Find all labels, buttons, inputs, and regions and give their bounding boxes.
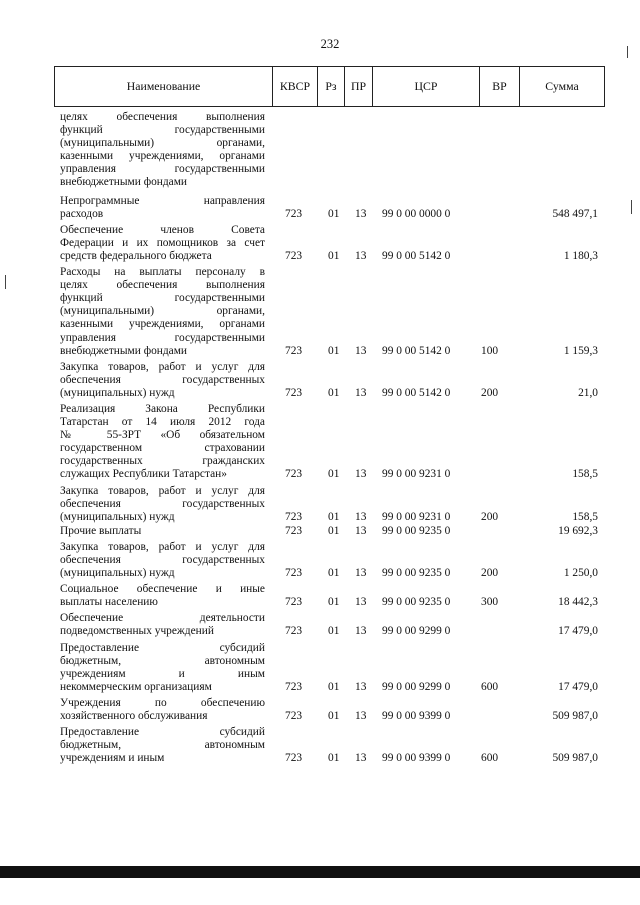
row-name-line: Непрограммные направления <box>60 194 265 207</box>
row-rz: 01 <box>328 710 340 723</box>
row-csr: 99 0 00 5142 0 <box>382 386 451 399</box>
row-kvsr: 723 <box>285 524 303 537</box>
row-name-line: государственном страховании <box>60 442 265 455</box>
header-vr: ВР <box>480 67 520 107</box>
row-kvsr: 723 <box>285 207 303 220</box>
row-sum: 158,5 <box>572 510 598 523</box>
row-vr: 200 <box>481 510 499 523</box>
row-pr: 13 <box>355 249 367 262</box>
scan-mark <box>5 275 6 289</box>
table-row <box>60 403 605 482</box>
row-kvsr: 723 <box>285 386 303 399</box>
row-csr: 99 0 00 9399 0 <box>382 752 451 765</box>
row-rz: 01 <box>328 207 340 220</box>
row-vr: 300 <box>481 596 499 609</box>
row-name-line: обеспечения государственных <box>60 373 265 386</box>
row-name-line: целях обеспечения выполнения <box>60 279 265 292</box>
row-kvsr: 723 <box>285 680 303 693</box>
scan-mark <box>627 46 628 58</box>
row-sum: 509 987,0 <box>552 752 598 765</box>
header-rz: Рз <box>318 67 345 107</box>
row-sum: 1 250,0 <box>563 567 598 580</box>
row-name-line: (муниципальными) органами, <box>60 305 265 318</box>
table-row <box>60 485 605 524</box>
table-row <box>60 525 605 538</box>
scan-bottom-bar <box>0 866 640 878</box>
row-rz: 01 <box>328 752 340 765</box>
row-csr: 99 0 00 9235 0 <box>382 596 451 609</box>
row-name-line: казенными учреждениями, органами <box>60 318 265 331</box>
row-name-line: средств федерального бюджета <box>60 249 212 262</box>
scan-mark <box>631 200 632 214</box>
row-pr: 13 <box>355 710 367 723</box>
row-csr: 99 0 00 0000 0 <box>382 207 451 220</box>
row-vr: 200 <box>481 386 499 399</box>
row-name-line: казенными учреждениями, органами <box>60 150 265 163</box>
row-sum: 18 442,3 <box>558 596 598 609</box>
row-name-line: подведомственных учреждений <box>60 625 214 638</box>
row-pr: 13 <box>355 567 367 580</box>
row-csr: 99 0 00 9235 0 <box>382 567 451 580</box>
row-name-line: выплаты населению <box>60 596 158 609</box>
row-name-line: учреждениям и иным <box>60 752 165 765</box>
table-row <box>60 224 605 263</box>
row-name-line: расходов <box>60 207 104 220</box>
row-rz: 01 <box>328 680 340 693</box>
row-kvsr: 723 <box>285 567 303 580</box>
row-name-line: целях обеспечения выполнения <box>60 111 265 123</box>
row-name-line: Учреждения по обеспечению <box>60 696 265 709</box>
row-name-line: (муниципальных) нужд <box>60 386 175 399</box>
row-name-line: Расходы на выплаты персоналу в <box>60 266 265 279</box>
row-csr: 99 0 00 9231 0 <box>382 510 451 523</box>
row-name-line: управления государственными <box>60 163 265 176</box>
header-sum: Сумма <box>520 67 605 107</box>
row-name-line: Обеспечение деятельности <box>60 612 265 625</box>
row-pr: 13 <box>355 524 367 537</box>
row-name-line: хозяйственного обслуживания <box>60 710 208 723</box>
row-name-line: государственных гражданских <box>60 455 265 468</box>
header-pr: ПР <box>345 67 373 107</box>
row-name-line: Закупка товаров, работ и услуг для <box>60 484 265 497</box>
row-name-line: обеспечения государственных <box>60 554 265 566</box>
row-sum: 548 497,1 <box>552 207 598 220</box>
row-sum: 509 987,0 <box>552 710 598 723</box>
row-pr: 13 <box>355 625 367 638</box>
row-sum: 17 479,0 <box>558 680 598 693</box>
row-pr: 13 <box>355 344 367 357</box>
row-kvsr: 723 <box>285 468 303 481</box>
row-pr: 13 <box>355 752 367 765</box>
row-pr: 13 <box>355 596 367 609</box>
row-sum: 19 692,3 <box>558 524 598 537</box>
row-csr: 99 0 00 9231 0 <box>382 468 451 481</box>
row-csr: 99 0 00 9235 0 <box>382 524 451 537</box>
row-pr: 13 <box>355 680 367 693</box>
row-kvsr: 723 <box>285 344 303 357</box>
row-rz: 01 <box>328 625 340 638</box>
row-name-line: бюджетным, автономным <box>60 739 265 752</box>
row-rz: 01 <box>328 249 340 262</box>
row-rz: 01 <box>328 510 340 523</box>
row-name-line: некоммерческим организациям <box>60 680 212 693</box>
row-rz: 01 <box>328 386 340 399</box>
row-csr: 99 0 00 9299 0 <box>382 625 451 638</box>
row-vr: 100 <box>481 344 499 357</box>
header-csr: ЦСР <box>373 67 480 107</box>
table-row <box>60 697 605 723</box>
row-name-line: управления государственными <box>60 331 265 344</box>
row-kvsr: 723 <box>285 596 303 609</box>
row-name-line: Социальное обеспечение и иные <box>60 583 265 596</box>
row-rz: 01 <box>328 524 340 537</box>
row-name-line: внебюджетными фондами <box>60 176 188 189</box>
row-name-line: Федерации и их помощников за счет <box>60 236 265 249</box>
table-row <box>60 361 605 400</box>
row-rz: 01 <box>328 468 340 481</box>
header-name: Наименование <box>55 67 273 107</box>
row-sum: 158,5 <box>572 468 598 481</box>
row-name-line: № 55-ЗРТ «Об обязательном <box>60 429 265 442</box>
row-sum: 1 159,3 <box>563 344 598 357</box>
table-header <box>54 66 605 107</box>
row-name-line: (муниципальных) нужд <box>60 567 175 580</box>
row-sum: 1 180,3 <box>563 249 598 262</box>
row-csr: 99 0 00 5142 0 <box>382 344 451 357</box>
row-vr: 600 <box>481 680 499 693</box>
table-row <box>60 583 605 609</box>
row-pr: 13 <box>355 386 367 399</box>
row-name-line: Прочие выплаты <box>60 524 142 537</box>
row-name-line: бюджетным, автономным <box>60 654 265 667</box>
row-name-line: внебюджетными фондами <box>60 344 188 357</box>
row-vr: 600 <box>481 752 499 765</box>
table-row <box>60 726 605 765</box>
table-row <box>60 612 605 638</box>
row-pr: 13 <box>355 468 367 481</box>
row-name-line: обеспечения государственных <box>60 497 265 510</box>
table-body <box>60 108 605 765</box>
row-name-line: (муниципальными) органами, <box>60 137 265 150</box>
row-kvsr: 723 <box>285 249 303 262</box>
row-vr: 200 <box>481 567 499 580</box>
row-kvsr: 723 <box>285 510 303 523</box>
table-row <box>60 111 605 190</box>
row-kvsr: 723 <box>285 710 303 723</box>
row-sum: 21,0 <box>578 386 598 399</box>
row-name-line: Реализация Закона Республики <box>60 402 265 415</box>
table-row <box>60 642 605 694</box>
row-name-line: учреждениям и иным <box>60 667 265 680</box>
table-row <box>60 541 605 580</box>
row-kvsr: 723 <box>285 625 303 638</box>
row-rz: 01 <box>328 567 340 580</box>
row-name-line: функций государственными <box>60 124 265 137</box>
row-name-line: служащих Республики Татарстан» <box>60 468 227 481</box>
row-csr: 99 0 00 9299 0 <box>382 680 451 693</box>
row-csr: 99 0 00 9399 0 <box>382 710 451 723</box>
row-name-line: Предоставление субсидий <box>60 726 265 739</box>
row-name-line: функций государственными <box>60 292 265 305</box>
row-name-line: (муниципальных) нужд <box>60 510 175 523</box>
row-rz: 01 <box>328 344 340 357</box>
table-row <box>60 266 605 358</box>
row-rz: 01 <box>328 596 340 609</box>
header-kvsr: КВСР <box>273 67 318 107</box>
row-name-line: Обеспечение членов Совета <box>60 223 265 236</box>
row-csr: 99 0 00 5142 0 <box>382 249 451 262</box>
page-number: 232 <box>320 37 340 51</box>
row-kvsr: 723 <box>285 752 303 765</box>
row-pr: 13 <box>355 207 367 220</box>
row-name-line: Закупка товаров, работ и услуг для <box>60 360 265 373</box>
row-name-line: Татарстан от 14 июля 2012 года <box>60 416 265 429</box>
row-name-line: Предоставление субсидий <box>60 641 265 654</box>
row-sum: 17 479,0 <box>558 625 598 638</box>
row-name-line: Закупка товаров, работ и услуг для <box>60 540 265 553</box>
table-row <box>60 195 605 221</box>
row-pr: 13 <box>355 510 367 523</box>
